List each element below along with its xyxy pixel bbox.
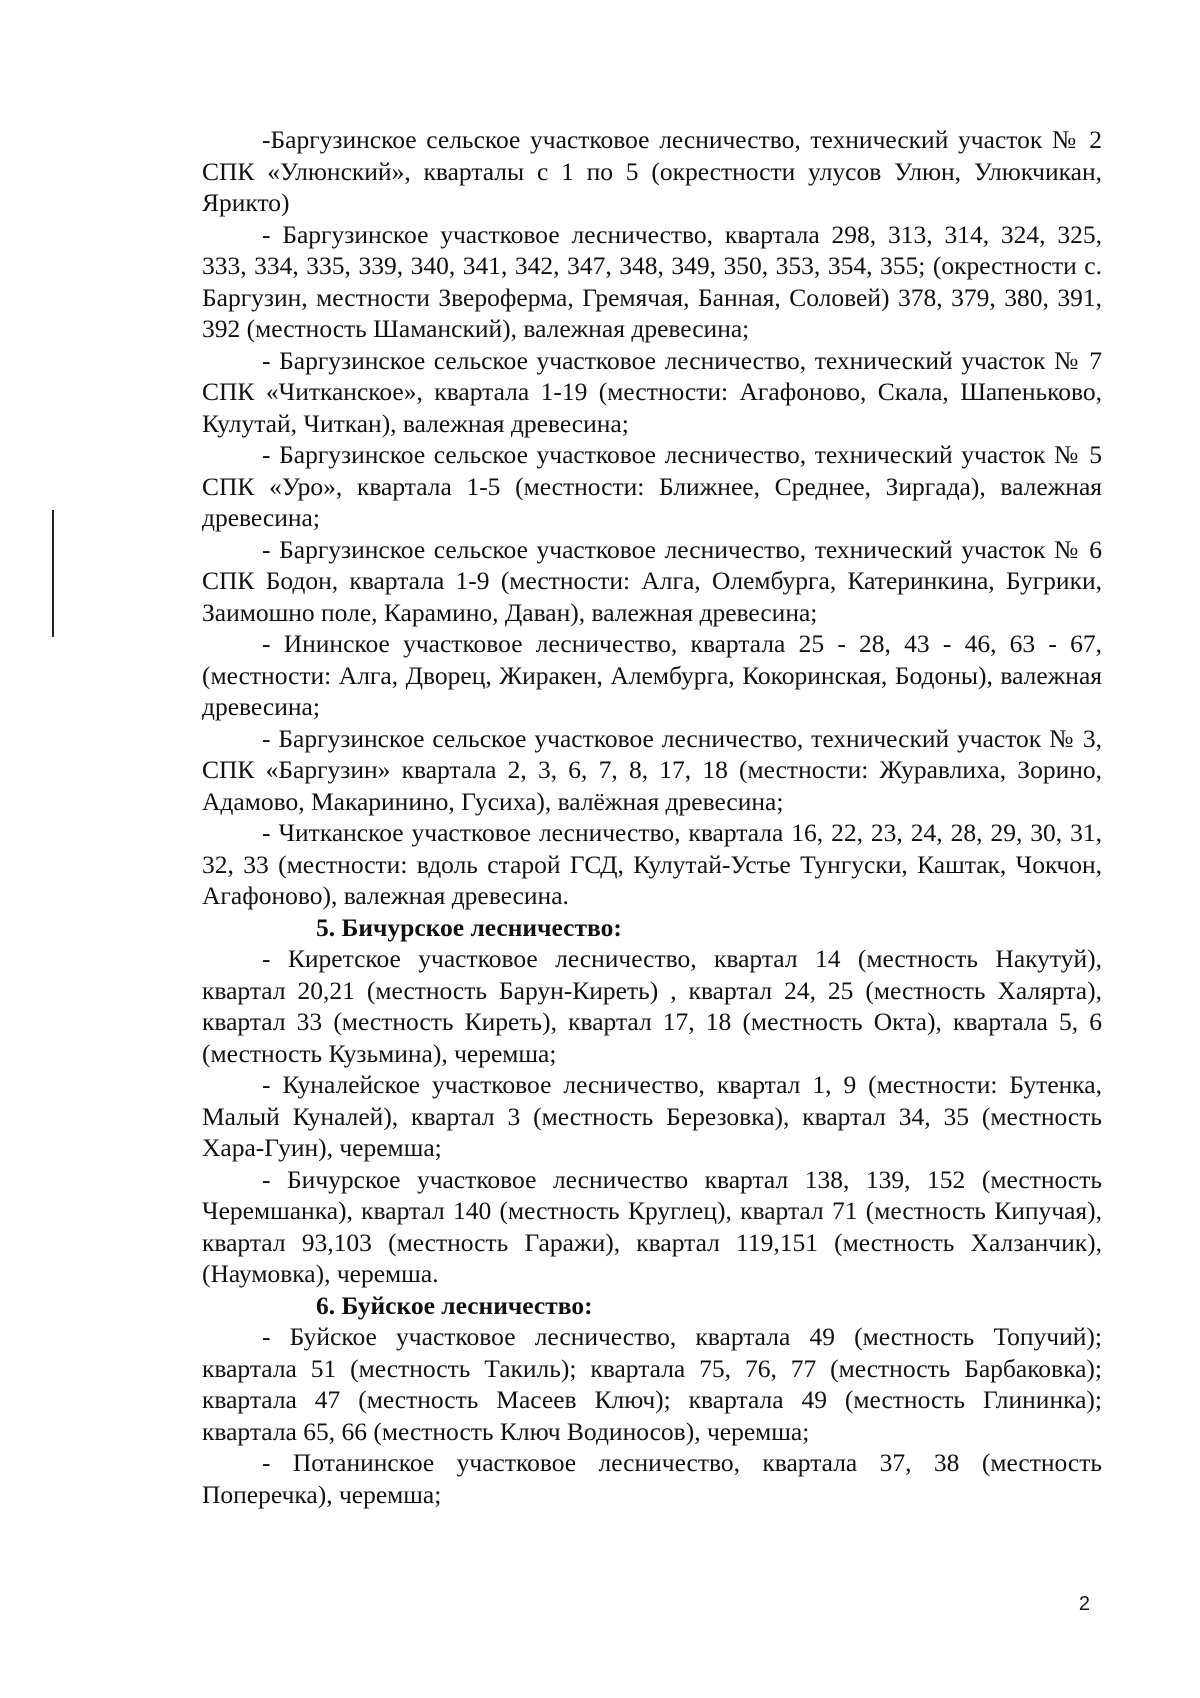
paragraph: - Баргузинское сельское участковое лесничество, технический участок № 6 СПК Бодон, квартала 1-9 (местности: Алга, Олембурга, Катеринкина, Бугрики, Заимошно поле, Карамино, Даван), валежная древесина;: [202, 534, 1102, 627]
paragraph: - Баргузинское сельское участковое лесничество, технический участок № 3, СПК «Баргузин» квартала 2, 3, 6, 7, 8, 17, 18 (местности: Журавлиха, Зорино, Адамово, Макаринино, Гусиха), валёжная древесина;: [202, 723, 1102, 816]
paragraph: - Потанинское участковое лесничество, квартала 37, 38 (местность Поперечка), черемша;: [202, 1448, 1102, 1509]
paragraph: - Ининское участковое лесничество, квартала 25 - 28, 43 - 46, 63 - 67, (местности: Алга, Дворец, Жиракен, Алембурга, Кокоринская, Бодоны), валежная древесина;: [202, 629, 1102, 721]
document-body: [202, 124, 1102, 1510]
paragraph: -Баргузинское сельское участковое лесничество, технический участок № 2 СПК «Улюнский», кварталы с 1 по 5 (окрестности улусов Улюн, Улюкчикан, Ярикто): [202, 125, 1102, 217]
paragraph: - Баргузинское сельское участковое лесничество, технический участок № 7 СПК «Читканское», квартала 1-19 (местности: Агафоново, Скала, Шапеньково, Кулутай, Читкан), валежная древесина;: [202, 345, 1102, 438]
section-heading-5: 5. Бичурское лесничество:: [316, 912, 622, 942]
margin-line: [52, 510, 54, 637]
paragraph: - Читканское участковое лесничество, квартала 16, 22, 23, 24, 28, 29, 30, 31, 32, 33 (местности: вдоль старой ГСД, Кулутай-Устье Тунгуски, Каштак, Чокчон, Агафоново), валежная древесина.: [202, 818, 1102, 910]
paragraph: - Куналейское участковое лесничество, квартал 1, 9 (местности: Бутенка, Малый Куналей), квартал 3 (местность Березовка), квартал 34, 35 (местность Хара-Гуин), черемша;: [202, 1070, 1102, 1162]
paragraph: - Баргузинское участковое лесничество, квартала 298, 313, 314, 324, 325, 333, 334, 335, 339, 340, 341, 342, 347, 348, 349, 350, 353, 354, 355; (окрестности с. Баргузин, местности Звероферма, Гремячая, Банная, Соловей) 378, 379, 380, 391, 392 (местность Шаманский), валежная древесина;: [202, 219, 1102, 343]
paragraph: - Бичурское участковое лесничество квартал 138, 139, 152 (местность Черемшанка), квартал 140 (местность Круглец), квартал 71 (местность Кипучая), квартал 93,103 (местность Гаражи), квартал 119,151 (местность Халзанчик), (Наумовка), черемша.: [202, 1164, 1102, 1288]
paragraph: - Буйское участковое лесничество, квартала 49 (местность Топучий); квартала 51 (местность Такиль); квартала 75, 76, 77 (местность Барбаковка); квартала 47 (местность Масеев Ключ); квартала 49 (местность Глининка); квартала 65, 66 (местность Ключ Водиносов), черемша;: [202, 1322, 1102, 1446]
page-number: 2: [1078, 1593, 1090, 1615]
section-heading-6: 6. Буйское лесничество:: [316, 1290, 593, 1320]
paragraph: - Киретское участковое лесничество, квартал 14 (местность Накутуй), квартал 20,21 (местность Барун-Киреть) , квартал 24, 25 (местность Халярта), квартал 33 (местность Киреть), квартал 17, 18 (местность Окта), квартала 5, 6 (местность Кузьмина), черемша;: [202, 944, 1102, 1068]
paragraph: - Баргузинское сельское участковое лесничество, технический участок № 5 СПК «Уро», квартала 1-5 (местности: Ближнее, Среднее, Зиргада), валежная древесина;: [202, 440, 1102, 532]
